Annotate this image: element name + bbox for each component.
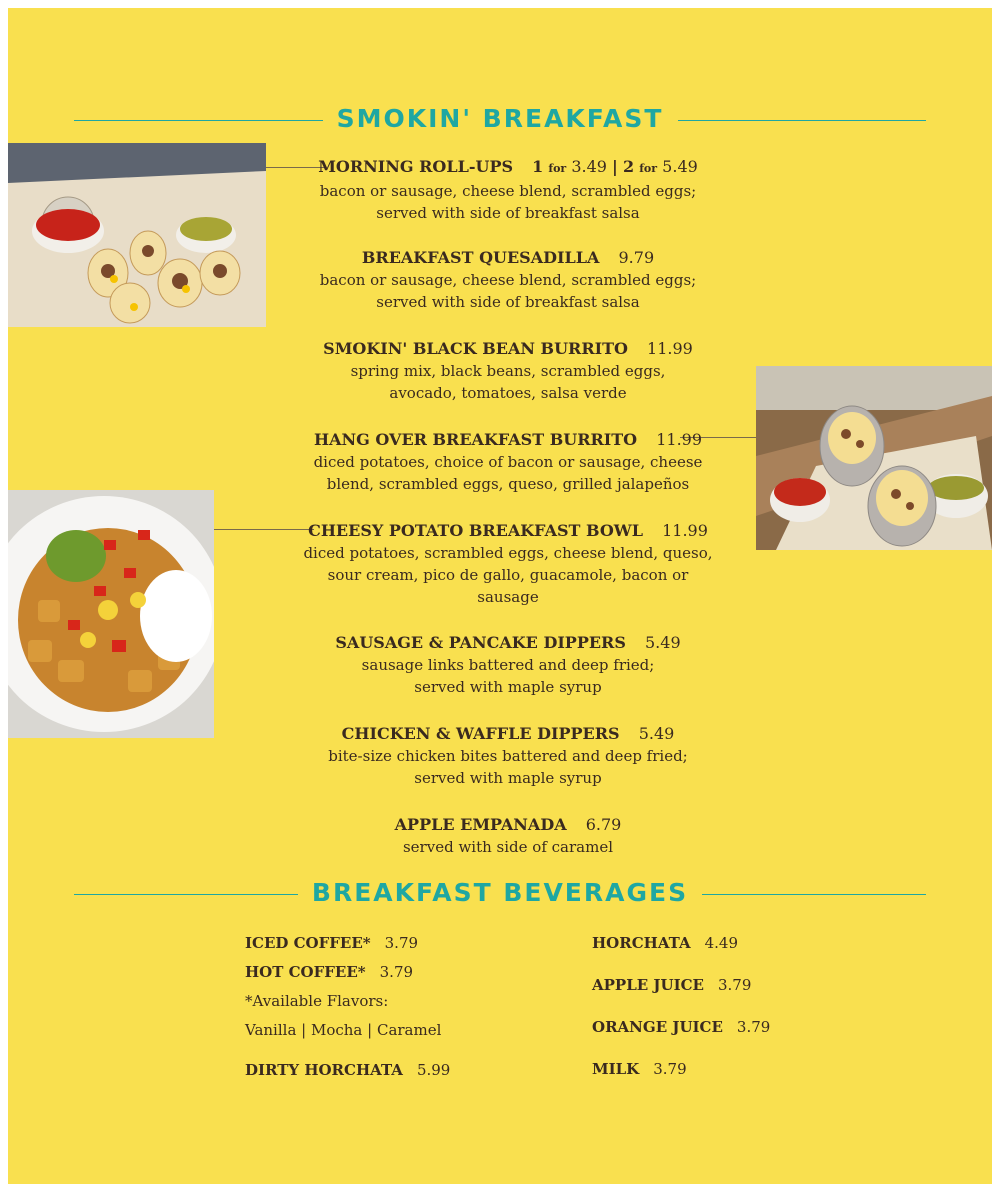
menu-item-morning-roll-ups [248, 156, 768, 224]
item-description: sour cream, pico de gallo, guacamole, bacon or [327, 566, 689, 584]
menu-item-chicken-waffle-dippers [248, 723, 768, 789]
beverages-section-title: BREAKFAST BEVERAGES [8, 878, 992, 907]
item-price: 9.79 [618, 248, 655, 267]
item-name: CHEESY POTATO BREAKFAST BOWL [308, 521, 643, 540]
item-price: 11.99 [656, 430, 703, 449]
menu-page [8, 8, 992, 1184]
flavors-note: *Available Flavors: [245, 992, 389, 1010]
item-name: SAUSAGE & PANCAKE DIPPERS [335, 633, 626, 652]
item-description: bacon or sausage, cheese blend, scrambled eggs; [319, 271, 697, 289]
item-description: avocado, tomatoes, salsa verde [389, 384, 627, 402]
burrito-photo [756, 366, 992, 550]
item-description: diced potatoes, scrambled eggs, cheese blend, queso, [303, 544, 713, 562]
roll-ups-photo [8, 143, 266, 327]
beverage-horchata: HORCHATA 4.49 [592, 934, 739, 952]
menu-item-hang-over-burrito [248, 429, 768, 495]
beverage-dirty-horchata: DIRTY HORCHATA 5.99 [245, 1061, 451, 1079]
item-price: 6.79 [585, 815, 622, 834]
menu-item-breakfast-quesadilla [248, 247, 768, 313]
item-name: APPLE EMPANADA [394, 815, 567, 834]
beverage-milk: MILK 3.79 [592, 1060, 687, 1078]
item-name: SMOKIN' BLACK BEAN BURRITO [323, 339, 628, 358]
menu-item-apple-empanada [248, 814, 768, 858]
beverage-orange-juice: ORANGE JUICE 3.79 [592, 1018, 771, 1036]
item-price: 11.99 [662, 521, 708, 540]
item-description: served with side of breakfast salsa [376, 293, 640, 311]
item-name: BREAKFAST QUESADILLA [361, 248, 600, 267]
item-description: sausage links battered and deep fried; [361, 656, 655, 674]
item-name: CHICKEN & WAFFLE DIPPERS [341, 724, 620, 743]
item-description: blend, scrambled eggs, queso, grilled jalapeños [326, 475, 690, 493]
item-description: diced potatoes, choice of bacon or sausage, cheese [313, 453, 703, 471]
breakfast-section-title: SMOKIN' BREAKFAST [8, 104, 992, 133]
item-description: served with maple syrup [414, 678, 602, 696]
menu-item-black-bean-burrito [248, 338, 768, 404]
item-price: 11.99 [647, 339, 693, 358]
beverage-apple-juice: APPLE JUICE 3.79 [592, 976, 752, 994]
item-name: MORNING ROLL-UPS [318, 157, 514, 176]
item-description: spring mix, black beans, scrambled eggs, [350, 362, 666, 380]
item-description: bite-size chicken bites battered and deep fried; [328, 747, 688, 765]
item-name: HANG OVER BREAKFAST BURRITO [313, 430, 638, 449]
item-description: served with side of breakfast salsa [376, 204, 640, 222]
flavors-list: Vanilla | Mocha | Caramel [245, 1021, 442, 1039]
item-description: sausage [477, 588, 539, 606]
menu-item-sausage-pancake-dippers [248, 632, 768, 698]
beverage-iced-coffee: ICED COFFEE* 3.79 [245, 934, 419, 952]
item-price: 1 for 3.49 | 2 for 5.49 [532, 157, 698, 176]
menu-item-cheesy-potato-bowl [248, 520, 768, 608]
potato-bowl-photo [8, 490, 214, 738]
item-description: bacon or sausage, cheese blend, scrambled eggs; [319, 182, 697, 200]
item-price: 5.49 [638, 724, 675, 743]
item-description: served with maple syrup [414, 769, 602, 787]
item-price: 5.49 [645, 633, 681, 652]
item-description: served with side of caramel [402, 838, 613, 856]
beverage-hot-coffee: HOT COFFEE* 3.79 [245, 963, 414, 981]
